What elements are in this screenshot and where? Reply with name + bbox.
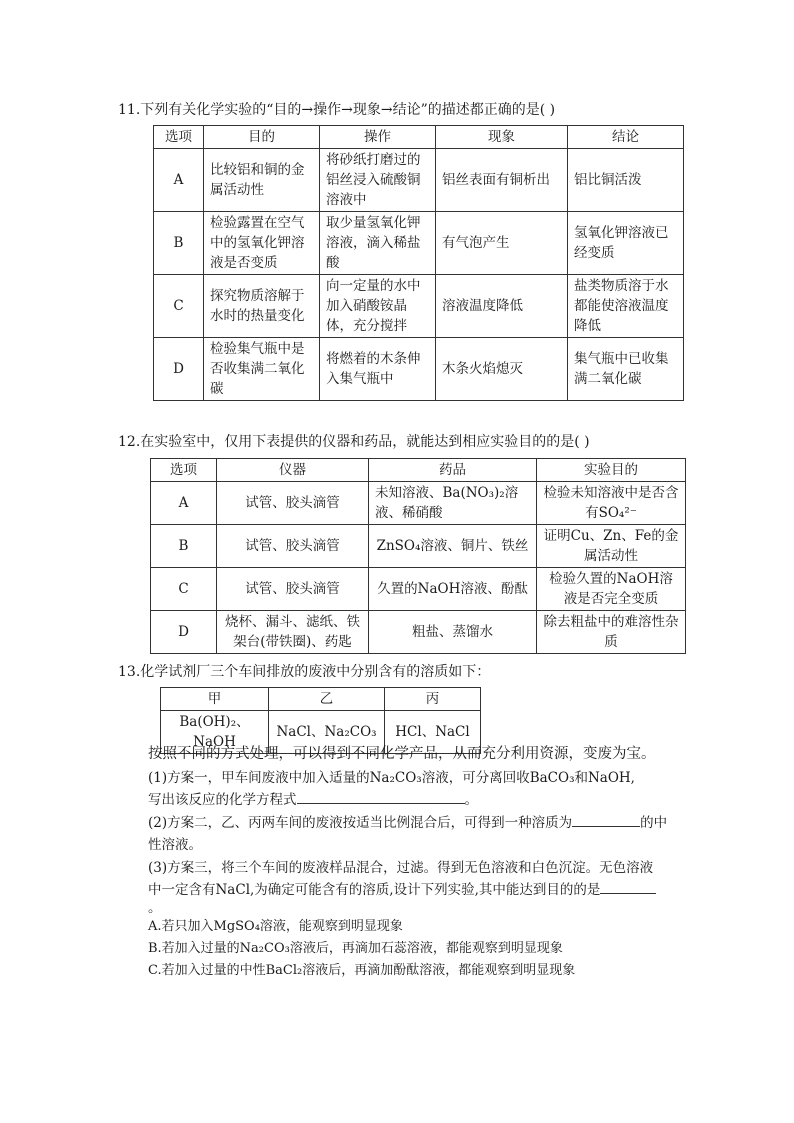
table-cell: 检验久置的NaOH溶液是否完全变质 [537,568,686,611]
q13-part2-line1 [148,811,667,831]
header-cell: 选项 [154,126,204,149]
table-cell: 证明Cu、Zn、Fe的金属活动性 [537,525,686,568]
table-cell: 未知溶液、Ba(NO₃)₂溶液、稀硝酸 [369,482,537,525]
table-cell: 将砂纸打磨过的铝丝浸入硫酸铜溶液中 [320,149,436,212]
q13-part1-line1: (1)方案一，甲车间废液中加入适量的Na₂CO₃溶液，可分离回收BaCO₃和NaOH, [148,770,635,786]
option-b: B.若加入过量的Na₂CO₃溶液后，再滴加石蕊溶液，都能观察到明显现象 [148,941,563,956]
table-cell: 溶液温度降低 [436,275,568,338]
table-cell: 将燃着的木条伸入集气瓶中 [320,338,436,401]
table-cell: 盐类物质溶于水都能使溶液温度降低 [568,275,684,338]
header-cell: 目的 [204,126,320,149]
q13-part3-line3: 。 [148,900,162,916]
table-row [154,149,684,212]
option-cell: B [151,525,217,568]
table-cell: 试管、胶头滴管 [217,568,369,611]
q13-intro: 按照不同的方式处理，可以得到不同化学产品，从而充分利用资源，变废为宝。 [148,746,656,762]
table-cell: 向一定量的水中加入硝酸铵晶体，充分搅拌 [320,275,436,338]
header-cell: 仪器 [217,459,369,482]
table-cell: 除去粗盐中的难溶性杂质 [537,611,686,654]
q13-part1-line2 [148,788,478,808]
table-row [151,525,686,568]
table-cell: Ba(OH)₂、NaOH [161,711,269,754]
table-row [154,275,684,338]
option-cell: D [151,611,217,654]
option-cell: A [151,482,217,525]
q13-part2-text: (2)方案二，乙、丙两车间的废液按适当比例混合后，可得到一种溶质为 [148,815,573,831]
q13-part2-end: 的中 [640,815,668,831]
header-cell: 现象 [436,126,568,149]
option-cell: A [154,149,204,212]
option-cell: C [154,275,204,338]
table-row [154,212,684,275]
table-cell: 试管、胶头滴管 [217,482,369,525]
table-cell: 久置的NaOH溶液、酚酞 [369,568,537,611]
table-cell: NaCl、Na₂CO₃ [269,711,385,754]
header-cell: 丙 [385,688,481,711]
table-cell: 氢氧化钾溶液已经变质 [568,212,684,275]
question-13-title: 13.化学试剂厂三个车间排放的废液中分别含有的溶质如下： [118,664,491,680]
table-row [151,482,686,525]
q13-part3-line2 [148,878,656,898]
table-row [151,568,686,611]
table-cell: 探究物质溶解于水时的热量变化 [204,275,320,338]
table-row [154,338,684,401]
table-cell: 烧杯、漏斗、滤纸、铁架台(带铁圈)、药匙 [217,611,369,654]
q13-part3-text: 中一定含有NaCl,为确定可能含有的溶质,设计下列实验,其中能达到目的的是 [148,882,601,898]
answer-blank[interactable] [572,812,640,827]
table-cell: 铝丝表面有铜析出 [436,149,568,212]
answer-blank[interactable] [600,879,656,894]
q12-table [150,458,686,654]
table-row [151,611,686,654]
q13-part1-end: 。 [464,792,478,808]
q13-part3-line1: (3)方案三，将三个车间的废液样品混合，过滤。得到无色溶液和白色沉淀。无色溶液 [148,860,654,876]
table-cell: 检验集气瓶中是否收集满二氧化碳 [204,338,320,401]
table-header-row [151,459,686,482]
question-12-title: 12.在实验室中，仅用下表提供的仪器和药品，就能达到相应实验目的的是( ) [118,434,590,450]
header-cell: 药品 [369,459,537,482]
header-cell: 甲 [161,688,269,711]
table-cell: 木条火焰熄灭 [436,338,568,401]
q13-part2-line2: 性溶液。 [148,837,202,853]
table-cell: 铝比铜活泼 [568,149,684,212]
table-cell: 粗盐、蒸馏水 [369,611,537,654]
table-cell: 取少量氢氧化钾溶液，滴入稀盐酸 [320,212,436,275]
table-cell: 试管、胶头滴管 [217,525,369,568]
option-cell: C [151,568,217,611]
question-11-title: 11.下列有关化学实验的“目的→操作→现象→结论”的描述都正确的是( ) [118,102,556,118]
header-cell: 实验目的 [537,459,686,482]
answer-blank[interactable] [297,789,465,804]
table-cell: ZnSO₄溶液、铜片、铁丝 [369,525,537,568]
header-cell: 结论 [568,126,684,149]
table-cell: 检验未知溶液中是否含有SO₄²⁻ [537,482,686,525]
header-cell: 选项 [151,459,217,482]
option-c: C.若加入过量的中性BaCl₂溶液后，再滴加酚酞溶液，都能观察到明显现象 [148,963,576,978]
table-header-row [154,126,684,149]
table-header-row [161,688,481,711]
header-cell: 乙 [269,688,385,711]
q13-part1-text: 写出该反应的化学方程式 [148,792,297,808]
table-cell: 集气瓶中已收集满二氧化碳 [568,338,684,401]
option-a: A.若只加入MgSO₄溶液，能观察到明显现象 [148,919,403,934]
option-cell: B [154,212,204,275]
table-cell: 检验露置在空气中的氢氧化钾溶液是否变质 [204,212,320,275]
table-cell: 比较铝和铜的金属活动性 [204,149,320,212]
header-cell: 操作 [320,126,436,149]
option-cell: D [154,338,204,401]
q11-table [153,125,684,401]
table-cell: HCl、NaCl [385,711,481,754]
table-cell: 有气泡产生 [436,212,568,275]
